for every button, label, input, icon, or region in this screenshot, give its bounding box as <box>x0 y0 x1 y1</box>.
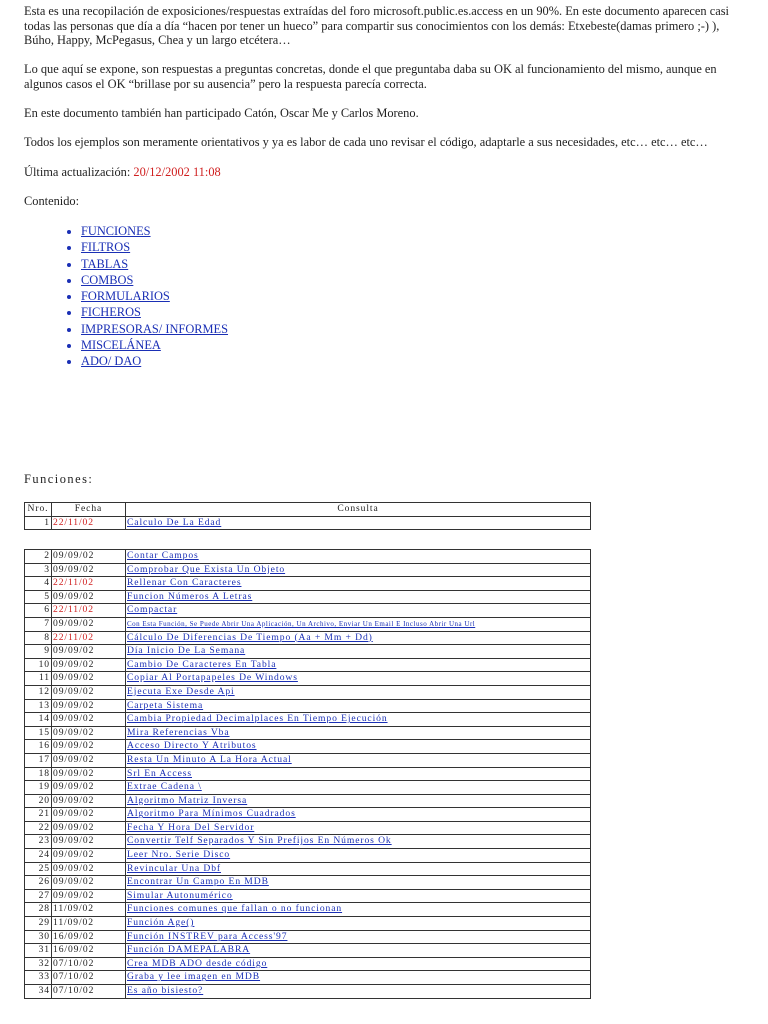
contents-label: Contenido: <box>24 193 80 208</box>
row-consulta-cell <box>126 726 591 740</box>
row-number: 21 <box>25 808 52 822</box>
row-number: 6 <box>25 604 52 618</box>
row-date: 09/09/02 <box>52 835 126 849</box>
row-consulta-link[interactable]: Leer Nro. Serie Disco <box>127 849 231 861</box>
column-header-consulta: Consulta <box>126 503 591 517</box>
table-row <box>25 577 591 591</box>
row-date: 07/10/02 <box>52 957 126 971</box>
row-consulta-cell <box>126 930 591 944</box>
row-consulta-cell <box>126 862 591 876</box>
table-row <box>25 781 591 795</box>
row-consulta-cell <box>126 550 591 564</box>
row-number: 14 <box>25 713 52 727</box>
table-row <box>25 917 591 931</box>
toc-item <box>81 272 744 288</box>
table-row <box>25 631 591 645</box>
table-row <box>25 835 591 849</box>
toc-item <box>81 321 744 337</box>
row-date: 09/09/02 <box>52 767 126 781</box>
row-consulta-cell <box>126 516 591 530</box>
table-row <box>25 672 591 686</box>
row-number: 9 <box>25 645 52 659</box>
row-consulta-cell <box>126 971 591 985</box>
row-date: 09/09/02 <box>52 658 126 672</box>
row-consulta-cell <box>126 876 591 890</box>
row-consulta-cell <box>126 577 591 591</box>
table-row <box>25 849 591 863</box>
row-consulta-cell <box>126 740 591 754</box>
row-consulta-link[interactable]: Simular Autonumérico <box>127 889 233 901</box>
section-title: Funciones: <box>24 472 94 486</box>
table-row <box>25 767 591 781</box>
row-date: 09/09/02 <box>52 672 126 686</box>
table-row <box>25 658 591 672</box>
row-consulta-link[interactable]: Copiar Al Portapapeles De Windows <box>127 672 298 684</box>
row-number: 7 <box>25 617 52 631</box>
row-consulta-cell <box>126 889 591 903</box>
row-number: 23 <box>25 835 52 849</box>
row-date: 09/09/02 <box>52 794 126 808</box>
toc-link[interactable]: MISCELÁNEA <box>81 337 161 352</box>
table-row <box>25 563 591 577</box>
row-number: 20 <box>25 794 52 808</box>
row-consulta-cell <box>126 604 591 618</box>
row-number: 25 <box>25 862 52 876</box>
row-consulta-link[interactable]: Encontrar Un Campo En MDB <box>127 876 269 888</box>
table-row <box>25 726 591 740</box>
row-number: 32 <box>25 957 52 971</box>
row-date: 07/10/02 <box>52 985 126 999</box>
row-consulta-link[interactable]: Fecha Y Hora Del Servidor <box>127 821 255 833</box>
row-consulta-link[interactable]: Día Inicio De La Semana <box>127 645 246 657</box>
row-number: 13 <box>25 699 52 713</box>
row-date: 09/09/02 <box>52 849 126 863</box>
row-date: 09/09/02 <box>52 808 126 822</box>
row-date: 07/10/02 <box>52 971 126 985</box>
row-date: 09/09/02 <box>52 685 126 699</box>
row-date: 16/09/02 <box>52 944 126 958</box>
table-row <box>25 617 591 631</box>
toc-link[interactable]: IMPRESORAS/ INFORMES <box>81 321 229 336</box>
table-row <box>25 753 591 767</box>
row-number: 16 <box>25 740 52 754</box>
table-row <box>25 794 591 808</box>
toc-item <box>81 239 744 255</box>
row-number: 26 <box>25 876 52 890</box>
table-row <box>25 713 591 727</box>
toc-link[interactable]: COMBOS <box>81 272 134 287</box>
last-update-line <box>24 165 744 180</box>
row-consulta-link[interactable]: Función INSTREV para Access'97 <box>127 930 288 942</box>
row-date: 16/09/02 <box>52 930 126 944</box>
row-consulta-cell <box>126 917 591 931</box>
row-date: 09/09/02 <box>52 876 126 890</box>
table-row <box>25 699 591 713</box>
row-date: 09/09/02 <box>52 550 126 564</box>
row-consulta-cell <box>126 645 591 659</box>
row-date: 22/11/02 <box>52 516 126 530</box>
row-date: 09/09/02 <box>52 645 126 659</box>
row-consulta-link[interactable]: Srl En Access <box>127 767 192 779</box>
toc-link[interactable]: FUNCIONES <box>81 223 151 238</box>
row-consulta-cell <box>126 835 591 849</box>
row-consulta-link[interactable]: Graba y lee imagen en MDB <box>127 971 261 983</box>
row-consulta-cell <box>126 821 591 835</box>
row-consulta-link[interactable]: Algoritmo Para Mínimos Cuadrados <box>127 808 296 820</box>
row-consulta-link[interactable]: Cambio De Caracteres En Tabla <box>127 658 277 670</box>
row-date: 09/09/02 <box>52 699 126 713</box>
row-date: 09/09/02 <box>52 740 126 754</box>
table-row <box>25 957 591 971</box>
table-row <box>25 821 591 835</box>
row-consulta-link[interactable]: Es año bisiesto? <box>127 985 204 996</box>
row-consulta-link[interactable]: Rellenar Con Caracteres <box>127 577 242 589</box>
row-consulta-cell <box>126 944 591 958</box>
row-date: 11/09/02 <box>52 903 126 917</box>
row-consulta-cell <box>126 753 591 767</box>
row-consulta-link[interactable]: Mira Referencias Vba <box>127 726 230 738</box>
row-number: 12 <box>25 685 52 699</box>
row-date: 09/09/02 <box>52 713 126 727</box>
table-row <box>25 903 591 917</box>
row-consulta-link[interactable]: Resta Un Minuto A La Hora Actual <box>127 753 292 765</box>
toc-item <box>81 256 744 272</box>
row-number: 18 <box>25 767 52 781</box>
row-date: 09/09/02 <box>52 726 126 740</box>
row-consulta-cell <box>126 985 591 999</box>
row-number: 19 <box>25 781 52 795</box>
table-row <box>25 971 591 985</box>
toc-link[interactable]: FORMULARIOS <box>81 289 170 304</box>
table-row <box>25 944 591 958</box>
row-number: 2 <box>25 550 52 564</box>
row-consulta-cell <box>126 808 591 822</box>
row-date: 22/11/02 <box>52 577 126 591</box>
toc-link[interactable]: TABLAS <box>81 256 129 271</box>
row-consulta-link[interactable]: Extrae Cadena \ <box>127 781 202 793</box>
row-consulta-link[interactable]: Funcion Números A Letras <box>127 590 253 602</box>
row-consulta-cell <box>126 903 591 917</box>
row-consulta-link[interactable]: Compactar <box>127 604 178 616</box>
row-date: 09/09/02 <box>52 781 126 795</box>
row-number: 31 <box>25 944 52 958</box>
row-consulta-link[interactable]: Función DAMEPALABRA <box>127 944 251 956</box>
row-date: 09/09/02 <box>52 617 126 631</box>
row-consulta-link[interactable]: Crea MDB ADO desde código <box>127 957 268 969</box>
toc-item <box>81 337 744 353</box>
toc-item <box>81 304 744 320</box>
row-consulta-link[interactable]: Cálculo De Diferencias De Tiempo (Aa + Mm + Dd) <box>127 631 373 643</box>
table-of-contents <box>24 223 744 370</box>
table-row <box>25 740 591 754</box>
row-consulta-link[interactable]: Comprobar Que Exista Un Objeto <box>127 563 286 575</box>
document-body <box>24 4 744 370</box>
table-row <box>25 645 591 659</box>
row-date: 22/11/02 <box>52 631 126 645</box>
toc-link[interactable]: FILTROS <box>81 240 131 255</box>
row-consulta-cell <box>126 590 591 604</box>
row-date: 09/09/02 <box>52 821 126 835</box>
row-date: 09/09/02 <box>52 563 126 577</box>
row-number: 28 <box>25 903 52 917</box>
row-consulta-cell <box>126 563 591 577</box>
row-number: 29 <box>25 917 52 931</box>
row-consulta-link[interactable]: Calculo De La Edad <box>127 516 222 528</box>
row-date: 11/09/02 <box>52 917 126 931</box>
table-row <box>25 862 591 876</box>
row-date: 09/09/02 <box>52 753 126 767</box>
toc-link[interactable]: ADO/ DAO <box>81 354 142 369</box>
row-date: 09/09/02 <box>52 862 126 876</box>
table-row <box>25 590 591 604</box>
toc-item <box>81 288 744 304</box>
row-consulta-cell <box>126 849 591 863</box>
row-consulta-cell <box>126 767 591 781</box>
last-update-value: 20/12/2002 11:08 <box>133 164 221 179</box>
row-consulta-link[interactable]: Algoritmo Matriz Inversa <box>127 794 248 806</box>
row-number: 30 <box>25 930 52 944</box>
row-number: 3 <box>25 563 52 577</box>
row-consulta-cell <box>126 957 591 971</box>
row-consulta-link[interactable]: Cambia Propiedad Decimalplaces En Tiempo Ejecución <box>127 713 388 725</box>
intro-paragraph-1: Esta es una recopilación de exposiciones/respuestas extraídas del foro microsoft.public.es.access en un 90%. En este documento aparecen casi todas las personas que día a día “hacen por tener un hueco” para compartir sus conocimientos con los demás: Etxebeste(damas primero ;-) ), Búho, Happy, McPegasus, Chea y un largo etcétera… <box>24 4 729 48</box>
row-consulta-cell <box>126 713 591 727</box>
intro-paragraph-3: En este documento también han participado Catón, Oscar Me y Carlos Moreno. <box>24 106 419 121</box>
row-date: 22/11/02 <box>52 604 126 618</box>
row-number: 5 <box>25 590 52 604</box>
row-date: 09/09/02 <box>52 590 126 604</box>
row-consulta-link[interactable]: Acceso Directo Y Atributos <box>127 740 257 752</box>
row-number: 11 <box>25 672 52 686</box>
row-number: 8 <box>25 631 52 645</box>
row-consulta-link[interactable]: Carpeta Sistema <box>127 699 204 711</box>
row-number: 15 <box>25 726 52 740</box>
toc-link[interactable]: FICHEROS <box>81 305 141 320</box>
row-number: 1 <box>25 516 52 530</box>
intro-paragraph-4: Todos los ejemplos son meramente orientativos y ya es labor de cada uno revisar el código, adaptarle a sus necesidades, etc… etc… etc… <box>24 135 708 150</box>
row-consulta-cell <box>126 685 591 699</box>
row-number: 27 <box>25 889 52 903</box>
row-consulta-cell <box>126 658 591 672</box>
column-header-fecha: Fecha <box>52 503 126 517</box>
row-number: 4 <box>25 577 52 591</box>
row-number: 22 <box>25 821 52 835</box>
row-number: 34 <box>25 985 52 999</box>
table-row <box>25 550 591 564</box>
last-update-label: Última actualización: <box>24 164 134 179</box>
row-consulta-link[interactable]: Función Age() <box>127 917 195 929</box>
table-row <box>25 604 591 618</box>
toc-item <box>81 353 744 369</box>
table-row <box>25 930 591 944</box>
column-header-nro: Nro. <box>25 503 52 517</box>
table-row <box>25 985 591 999</box>
table-row <box>25 685 591 699</box>
table-row <box>25 889 591 903</box>
row-consulta-cell <box>126 794 591 808</box>
functions-table <box>24 549 591 999</box>
row-consulta-link[interactable]: Contar Campos <box>127 550 199 561</box>
row-consulta-link[interactable]: Convertir Telf Separados Y Sin Prefijos En Números Ok <box>127 835 392 847</box>
row-number: 24 <box>25 849 52 863</box>
table-row <box>25 808 591 822</box>
functions-header-table <box>24 502 591 530</box>
intro-paragraph-2: Lo que aquí se expone, son respuestas a preguntas concretas, donde el que preguntaba daba su OK al funcionamiento del mismo, aunque en algunos casos el OK “brillase por su ausencia” pero la respuesta parecía correcta. <box>24 62 717 91</box>
row-consulta-link[interactable]: Funciones comunes que fallan o no funcionan <box>127 903 343 915</box>
row-consulta-link[interactable]: Ejecuta Exe Desde Api <box>127 685 235 697</box>
row-consulta-cell <box>126 672 591 686</box>
row-consulta-link[interactable]: Con Esta Función, Se Puede Abrir Una Aplicación, Un Archivo, Enviar Un Email E Incluso Abrir Una Url <box>127 619 476 628</box>
table-header-row <box>25 503 591 517</box>
row-consulta-cell <box>126 781 591 795</box>
table-row <box>25 516 591 530</box>
row-consulta-cell <box>126 699 591 713</box>
row-date: 09/09/02 <box>52 889 126 903</box>
row-number: 10 <box>25 658 52 672</box>
row-consulta-cell <box>126 617 591 631</box>
row-consulta-link[interactable]: Revincular Una Dbf <box>127 862 221 874</box>
row-number: 17 <box>25 753 52 767</box>
table-row <box>25 876 591 890</box>
toc-item <box>81 223 744 239</box>
row-consulta-cell <box>126 631 591 645</box>
row-number: 33 <box>25 971 52 985</box>
